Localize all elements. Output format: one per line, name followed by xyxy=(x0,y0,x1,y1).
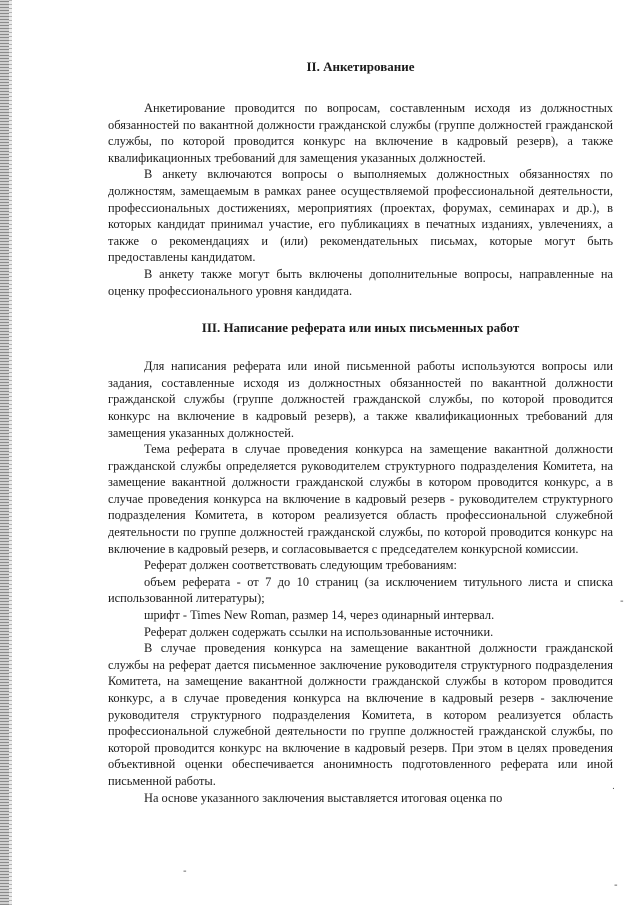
scan-speck: . xyxy=(612,782,615,792)
section-3-paragraph-8: На основе указанного заключения выставляется итоговая оценка по xyxy=(144,790,503,805)
section-3-paragraph-5: шрифт - Times New Roman, размер 14, через одинарный интервал. xyxy=(144,608,495,623)
section-3-paragraph-4: объем реферата - от 7 до 10 страниц (за исключением титульного листа и списка использованной литературы); xyxy=(108,574,613,606)
section-2-paragraph-2: В анкету включаются вопросы о выполняемых должностных обязанностях по должностям, замещаемым в рамках ранее осуществляемой профессиональной деятельности, профессиональных достижениях, мероприятиях (проектах, форумах, семинарах и др.), в которых кандидат принимал участие, его публикациях в печатных изданиях, увлечениях, а также о рекомендациях и (или) рекомендательных письмах, которые могут быть предоставлены кандидатом. xyxy=(108,167,613,265)
section-3-paragraph-3: Реферат должен соответствовать следующим требованиям: xyxy=(144,558,457,573)
section-3-paragraph-2: Тема реферата в случае проведения конкурса на замещение вакантной должности гражданской службы определяется руководителем структурного подразделения Комитета, на замещение вакантной должности гражданской службы в котором проводится конкурс, а в случае проведения конкурса на включение в кадровый резерв - руководителем структурного подразделения Комитета, в котором реализуется область профессиональной служебной деятельности по группе должностей гражданской службы, по которой проводится конкурс на включение в кадровый резерв, и согласовывается с председателем конкурсной комиссии. xyxy=(108,442,613,556)
section-3-paragraph-1: Для написания реферата или иной письменной работы используются вопросы или задания, составленные исходя из должностных обязанностей по вакантной должности гражданской службы (группе должностей гражданской службы, по которой проводится конкурс на включение в кадровый резерв), а также квалификационных требований для замещения указанных должностей. xyxy=(108,359,613,440)
document-page xyxy=(108,58,613,806)
scan-binding-edge xyxy=(0,0,9,905)
scan-speck: - xyxy=(183,866,187,877)
section-3-paragraph-6: Реферат должен содержать ссылки на использованные источники. xyxy=(144,624,494,639)
section-3-heading: III. Написание реферата или иных письменных работ xyxy=(201,320,520,336)
section-2-paragraph-1: Анкетирование проводится по вопросам, составленным исходя из должностных обязанностей по вакантной должности гражданской службы (группе должностей гражданской службы, по которой проводится конкурс на включение в кадровый резерв), а также квалификационных требований для замещения указанных должностей. xyxy=(108,101,613,165)
section-2-heading: II. Анкетирование xyxy=(306,59,415,74)
section-3-paragraph-7: В случае проведения конкурса на замещение вакантной должности гражданской службы на реферат дается письменное заключение руководителя структурного подразделения Комитета, на замещение вакантной должности гражданской службы в котором проводится конкурс, а в случае проведения конкурса на включение в кадровый резерв - заключение руководителя структурного подразделения Комитета, в котором реализуется область профессиональной служебной деятельности по группе должностей гражданской службы, по которой проводится конкурс на включение в кадровый резерв. При этом в целях проведения объективной оценки обеспечивается анонимность подготовленного реферата или иной письменной работы. xyxy=(108,641,613,788)
section-2-paragraph-3: В анкету также могут быть включены дополнительные вопросы, направленные на оценку профессионального уровня кандидата. xyxy=(108,266,613,298)
scan-speck: - xyxy=(620,596,624,607)
scan-speck: - xyxy=(614,880,618,891)
